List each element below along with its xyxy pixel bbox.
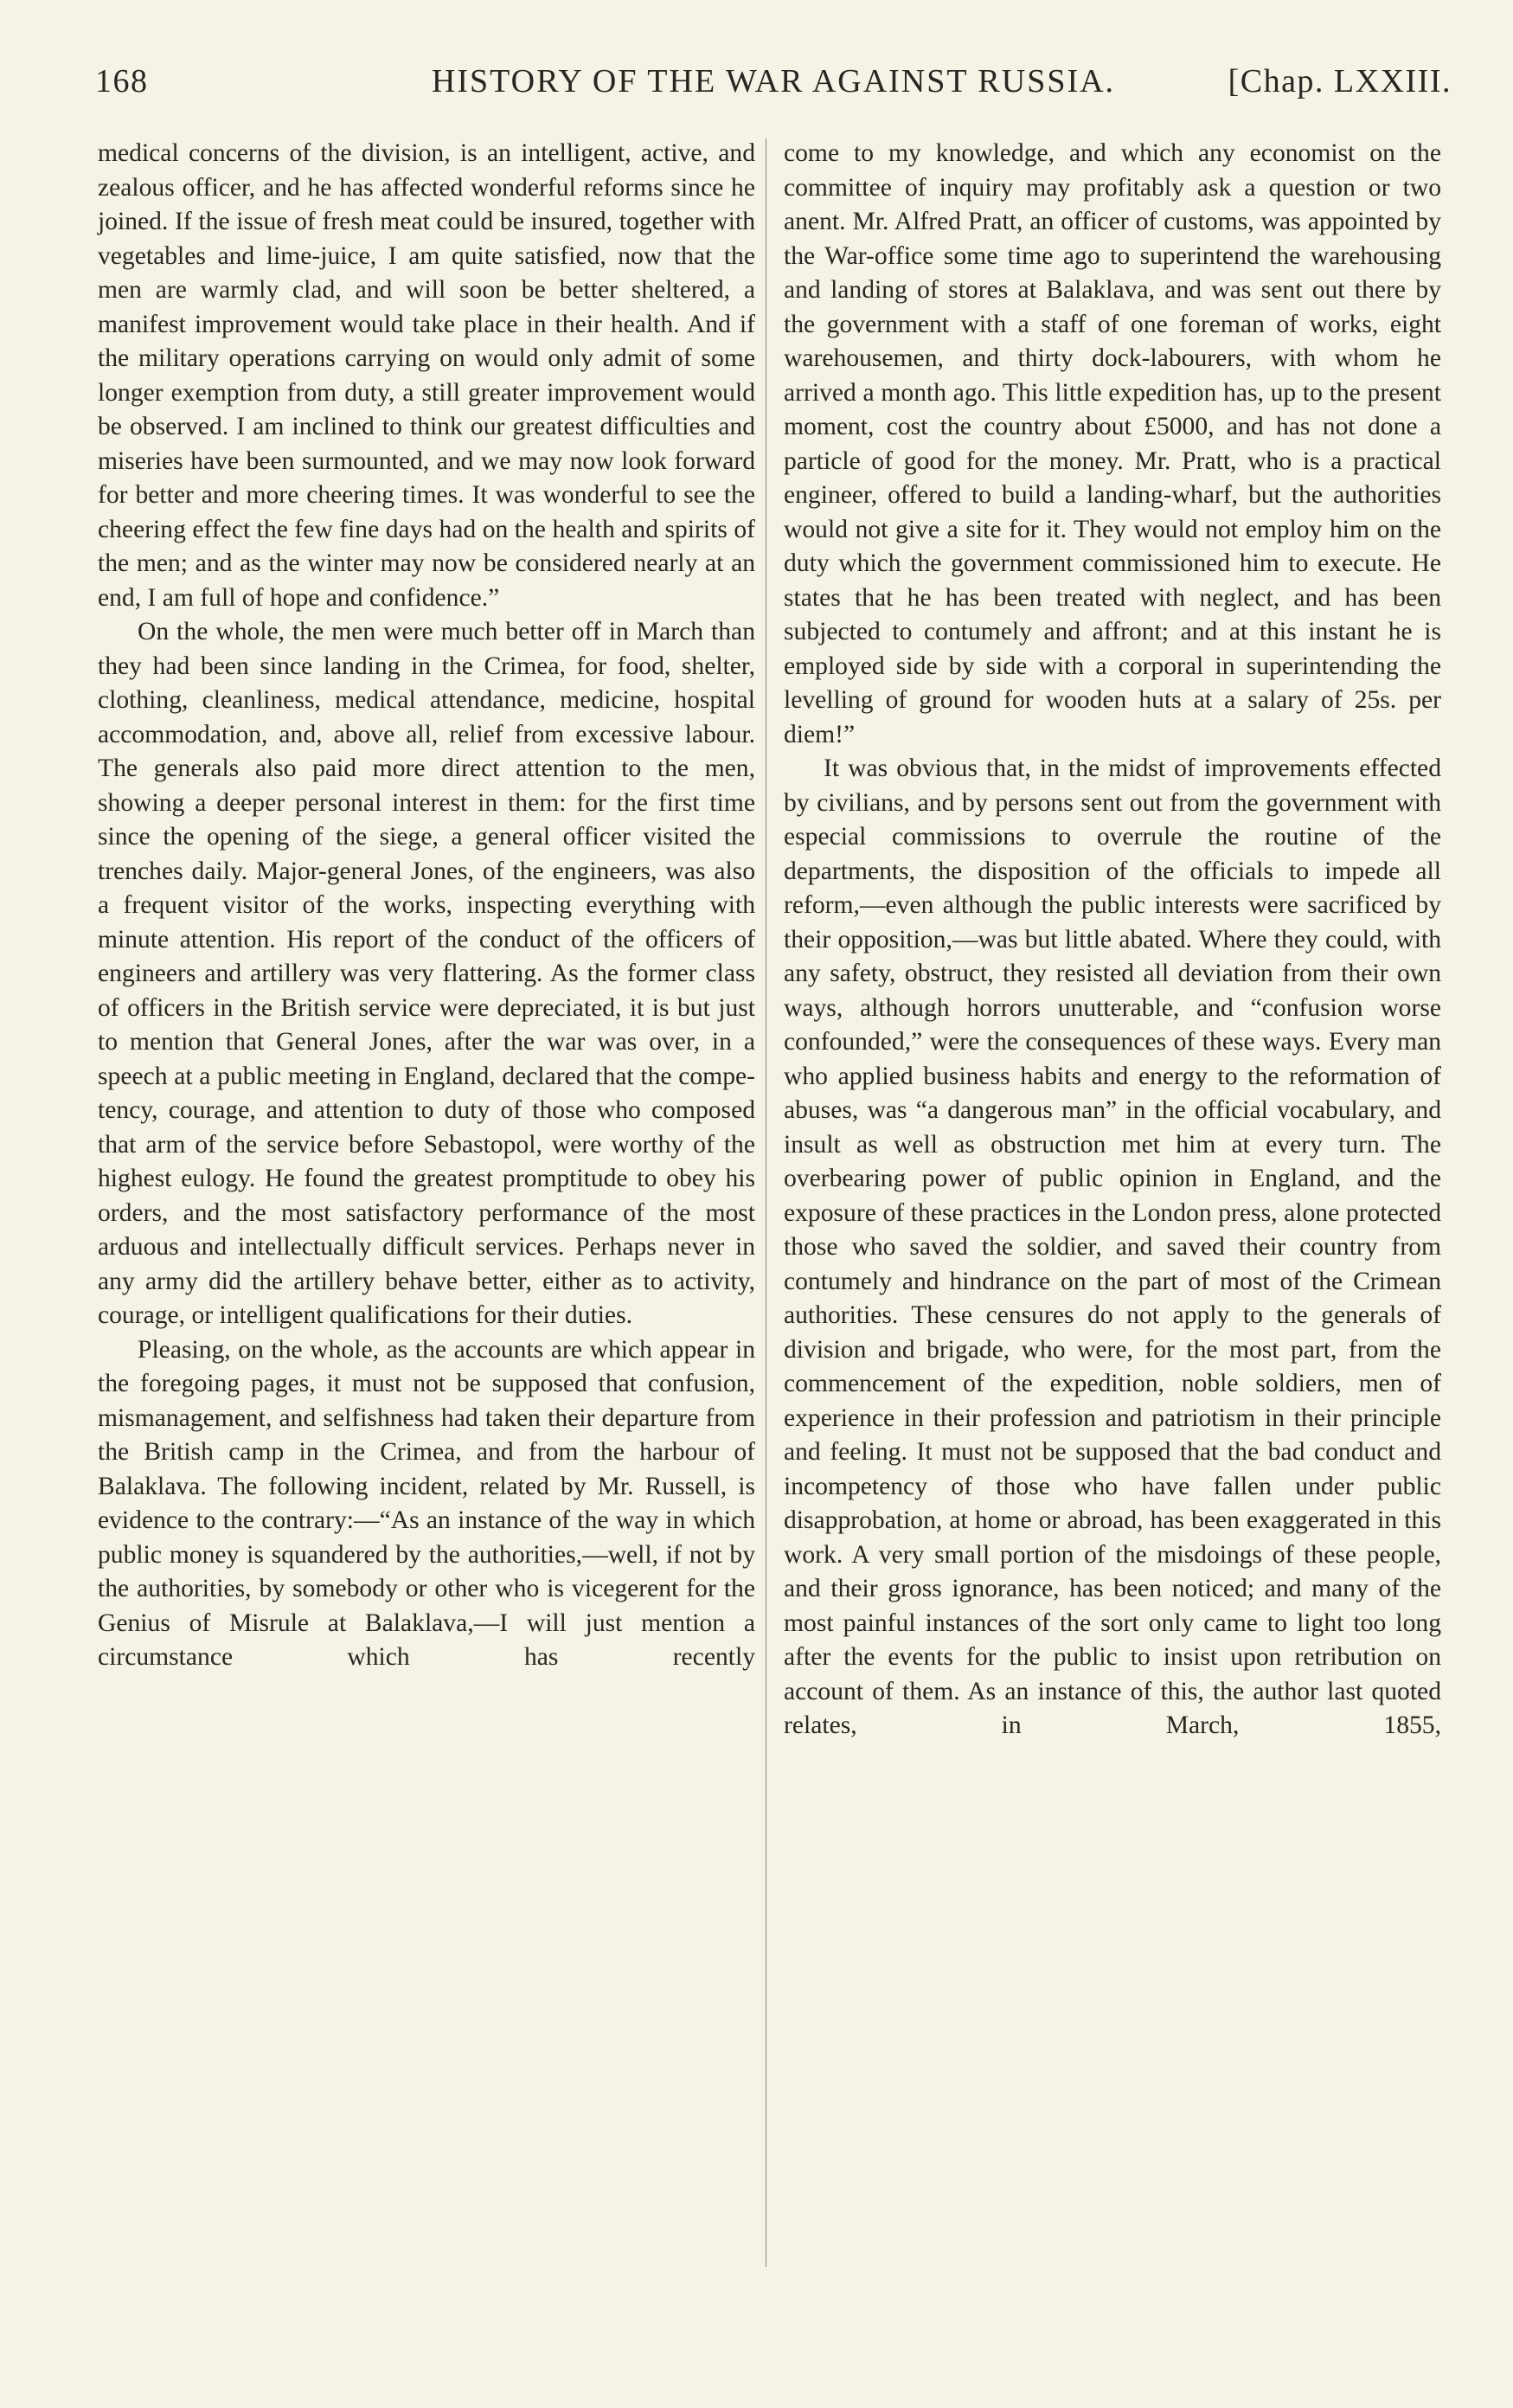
running-header (95, 62, 1452, 106)
paragraph: Pleasing, on the whole, as the accounts are which appear in the foregoing pages, it must not be supposed that confusion, mismanagement, and selfishness had taken their departure from the British camp in the Crimea, and from the harbour of Balaklava. The following incident, related by Mr. Russell, is evidence to the contrary:—“As an instance of the way in which public money is squandered by the authorities,—well, if not by the authorities, by somebody or other who is vicegerent for the Genius of Misrule at Balaklava,—I will just mention a circumstance which has recently (98, 1335, 755, 1671)
right-column (784, 137, 1441, 1743)
left-column (98, 137, 755, 1675)
running-title: HISTORY OF THE WAR AGAINST RUSSIA. (431, 63, 1116, 100)
paragraph: medical concerns of the division, is an intelligent, active, and zealous officer, and he has affected wonderful reforms since he joined. If the issue of fresh meat could be insured, together with vegetables and lime-juice, I am quite satisfied, now that the men are warmly clad, and will soon be better sheltered, a manifest improvement would take place in their health. And if the military operations carrying on would only admit of some longer exemption from duty, a still greater improvement would be observed. I am inclined to think our greatest difficulties and miseries have been surmounted, and we may now look forward for better and more cheering times. It was wonderful to see the cheering effect the few fine days had on the health and spirits of the men; and as the winter may now be considered nearly at an end, I am full of hope and confidence.” (98, 139, 755, 612)
page-number: 168 (95, 63, 149, 100)
chapter-label: [Chap. LXXIII. (1228, 63, 1452, 100)
paragraph: It was obvious that, in the midst of improvements effected by civilians, and by persons sent out from the government with especial commissions to overrule the routine of the departments, the disposition of the officials to impede all reform,—even although the public interests were sacrificed by their opposition,—was but little abated. Where they could, with any safety, obstruct, they resisted all deviation from their own ways, although horrors unutterable, and “confusion worse confounded,” were the consequences of these ways. Every man who applied business habits and energy to the reformation of abuses, was “a dangerous man” in the official vocabulary, and insult as well as obstruction met him at every turn. The overbearing power of public opinion in England, and the exposure of these practices in the London press, alone protected those who saved the soldier, and saved their country from contumely and hindrance on the part of most of the Crimean authorities. These censures do not apply to the generals of division and brigade, who were, for the most part, from the commencement of the expedition, noble soldiers, men of experience in their profession and patriotism in their principle and feeling. It must not be supposed that the bad conduct and incompetency of those who have fallen under public disapprobation, at home or abroad, has been exaggerated in this work. A very small portion of the misdoings of these people, and their gross ignorance, has been noticed; and many of the most painful instances of the sort only came to light too long after the events for the public to insist upon retribution on account of them. As an instance of this, the author last quoted relates, in March, 1855, (784, 755, 1441, 1739)
paragraph: On the whole, the men were much better off in March than they had been since landing in the Crimea, for food, shelter, clothing, cleanliness, medical attendance, medicine, hospital accommodation, and, above all, relief from excessive labour. The generals also paid more direct attention to the men, showing a deeper personal interest in them: for the first time since the opening of the siege, a general officer visited the trenches daily. Major-general Jones, of the engineers, was also a frequent visitor of the works, inspecting everything with minute attention. His report of the conduct of the officers of engineers and artillery was very flattering. As the former class of officers in the British service were depreciated, it is but just to mention that General Jones, after the war was over, in a speech at a public meeting in England, declared that the competency, courage, and attention to duty of those who composed that arm of the service before Sebastopol, were worthy of the highest eulogy. He found the greatest promptitude to obey his orders, and the most satisfactory performance of the most arduous and intellectually difficult services. Perhaps never in any army did the artillery behave better, either as to activity, courage, or intelligent qualifications for their duties. (98, 618, 755, 1329)
paragraph: come to my knowledge, and which any economist on the committee of inquiry may profitably ask a question or two anent. Mr. Alfred Pratt, an officer of customs, was appointed by the War-office some time ago to superintend the warehousing and landing of stores at Balaklava, and was sent out there by the government with a staff of one foreman of works, eight warehousemen, and thirty dock-labourers, with whom he arrived a month ago. This little expedition has, up to the present moment, cost the country about £5000, and has not done a particle of good for the money. Mr. Pratt, who is a practical engineer, offered to build a landing-wharf, but the authorities would not give a site for it. They would not employ him on the duty which the government commissioned him to execute. He states that he has been treated with neglect, and has been subjected to contumely and affront; and at this instant he is employed side by side with a corporal in superintending the levelling of ground for wooden huts at a salary of 25s. per diem!” (784, 139, 1441, 748)
